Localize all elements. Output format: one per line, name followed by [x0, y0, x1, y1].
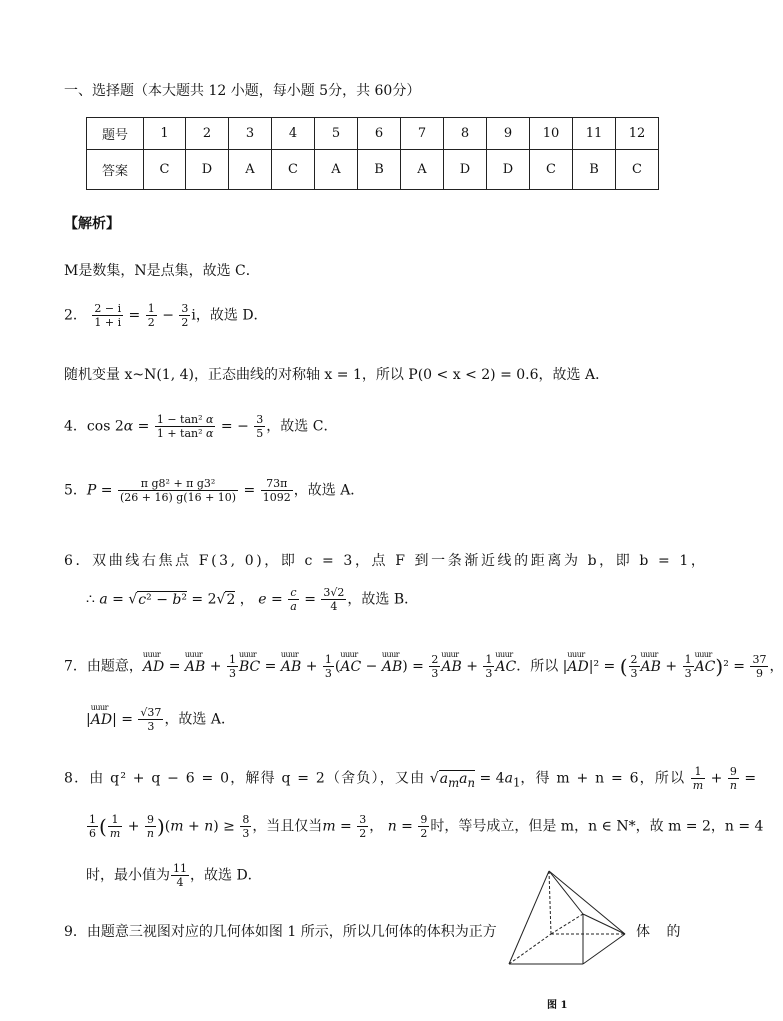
solution-number: 5．: [64, 482, 87, 499]
table-cell: A: [401, 150, 444, 190]
hidden-edge: [549, 871, 551, 934]
table-cell: D: [186, 150, 229, 190]
table-cell: D: [487, 150, 530, 190]
answer-table: [86, 117, 659, 190]
table-cell: A: [229, 150, 272, 190]
figure-caption: 图 1: [547, 1000, 568, 1011]
table-cell: C: [144, 150, 186, 190]
solution-lead: 7．由题意，: [64, 658, 143, 675]
table-cell: 7: [401, 118, 444, 150]
math-fraction: $\frac{3}{5}$: [256, 413, 264, 440]
geometry-figure: [505, 868, 630, 970]
math-fraction: $\frac{√37}{3}$: [140, 706, 162, 733]
table-cell: 8: [444, 118, 487, 150]
solution-5: 5．P = $\frac{\text{π g8² + π g3²}}{(26 + 16) g(16 + 10)}$ = $\frac{73\pi}{1092}$ ，故选 A．: [64, 477, 365, 504]
math-fraction: $\frac{1}{m}$: [692, 765, 704, 792]
solution-9-end: 体 的: [636, 924, 687, 940]
table-cell: 10: [530, 118, 573, 150]
math-fraction: $\frac{73\pi}{1092}$: [262, 477, 291, 504]
solution-mid: ，得 m + n = 6，所以: [520, 770, 686, 787]
table-cell: C: [272, 150, 315, 190]
table-cell: D: [444, 150, 487, 190]
math-fraction: $\frac{3}{2}$: [181, 302, 189, 329]
table-cell: 9: [487, 118, 530, 150]
solution-3: 随机变量 x~N(1, 4)，正态曲线的对称轴 x = 1，所以 P(0 < x < 2) = 0.6，故选 A．: [64, 367, 610, 383]
section-heading: 一、选择题（本大题共 12 小题，每小题 5分，共 60分）: [64, 83, 421, 99]
solution-tail: ，故选 D．: [190, 867, 262, 884]
solution-mid: 时，最小值为: [86, 867, 170, 884]
table-cell: 11: [573, 118, 616, 150]
solution-6-line2: ∴ a = √c² − b² = 2√2 ， e = $\frac{c}{a}$ = $\frac{3√2}{4}$ ，故选 B．: [86, 586, 419, 613]
solution-8-line2: $\frac{1}{6}$ ( $\frac{1}{m}$ + $\frac{9}{n}$ )(m + n) ≥ $\frac{8}{3}$ ，当且仅当m = $\frac{3}{2}$ ， n = $\frac{9}{2}$ 时，等号成立，但是 m，n ∈ N*，故 m = 2，n = 4: [89, 813, 764, 840]
solution-tail: ，故选 A．: [164, 711, 235, 728]
edge: [509, 871, 549, 964]
solution-mid: ．所以: [516, 658, 559, 675]
analysis-heading: 【解析】: [64, 216, 120, 232]
solution-tail: ，故选 D．: [195, 307, 268, 324]
row-label-answer: 答案: [87, 150, 144, 190]
table-cell: 6: [358, 118, 401, 150]
solution-mid: ，当且仅当: [252, 818, 323, 835]
math-fraction: $\frac{9}{n}$: [146, 813, 154, 840]
math-fraction: $\frac{\text{1 − tan² α}}{\text{1 + tan² α}}$: [156, 413, 214, 440]
solution-8-line3: [86, 862, 262, 889]
solution-7-line1: 7．由题意，uuur AD = uuur AB + $\frac{1}{3}$ uuur BC = uuur AB + $\frac{1}{3}$ (uuur AC − uuur AB) = $\frac{2}{3}$ uuur AB + $\frac{1}{3}$ uuur AC．所以 |uuur AD|² = ( $\frac{2}{3}$ uuur AB + $\frac{1}{3}$ uuur AC)² = $\frac{37}{9}$ ，: [64, 653, 783, 680]
row-label-number: 题号: [87, 118, 144, 150]
solution-7-line2: |uuur AD| = $\frac{√37}{3}$ ，故选 A．: [86, 706, 235, 733]
math-fraction: $\frac{9}{2}$: [420, 813, 428, 840]
solution-tail: 时，等号成立，但是 m，n ∈ N*，故 m = 2，n = 4: [430, 818, 764, 835]
math-fraction: $\frac{\text{π g8² + π g3²}}{(26 + 16) g(16 + 10)}$: [119, 477, 237, 504]
table-cell: 12: [616, 118, 659, 150]
solution-8-line1: 8．由 q² + q − 6 = 0，解得 q = 2（舍负），又由 $√a_ma_n = 4a_1$，得 m + n = 6，所以 $\frac{1}{m}$ + $\frac{9}{n}$ =: [64, 765, 757, 792]
hidden-edge: [551, 914, 583, 934]
math-fraction: $\frac{1}{3}$: [684, 653, 692, 680]
math-fraction: $\frac{1}{6}$: [89, 813, 96, 840]
solution-tail: ，故选 C．: [266, 418, 338, 435]
solution-6-line1: 6．双曲线右焦点 F(3, 0)，即 c = 3，点 F 到一条渐近线的距离为 b，即 b = 1，: [64, 553, 708, 569]
solution-lead: 8．由 q² + q − 6 = 0，解得 q = 2（舍负），又由: [64, 770, 426, 787]
math-fraction: $\frac{c}{a}$: [290, 586, 297, 613]
solution-2: 2． $\frac{2 - i}{1 + i}$ = $\frac{1}{2}$ − $\frac{3}{2}$ i，故选 D．: [64, 302, 268, 329]
math-fraction: $\frac{2 - i}{1 + i}$: [94, 302, 122, 329]
solution-4: 4．cos 2α = $\frac{\text{1 − tan² α}}{\text{1 + tan² α}}$ = − $\frac{3}{5}$ ，故选 C．: [64, 413, 338, 440]
math-fraction: $\frac{11}{4}$: [173, 862, 187, 889]
table-cell: 2: [186, 118, 229, 150]
solution-number: 4．: [64, 418, 87, 435]
math-fraction: $\frac{37}{9}$: [752, 653, 767, 680]
table-cell: C: [530, 150, 573, 190]
table-cell: B: [573, 150, 616, 190]
table-cell: A: [315, 150, 358, 190]
math-fraction: $\frac{1}{3}$: [324, 653, 332, 680]
math-fraction: $\frac{2}{3}$: [630, 653, 638, 680]
solution-9: 9．由题意三视图对应的几何体如图 1 所示，所以几何体的体积为正方: [64, 924, 497, 940]
edge: [549, 871, 625, 934]
table-cell: 3: [229, 118, 272, 150]
math-fraction: $\frac{2}{3}$: [431, 653, 439, 680]
table-cell: 5: [315, 118, 358, 150]
table-cell: B: [358, 150, 401, 190]
table-row: [87, 118, 659, 150]
math-fraction: $\frac{1}{m}$: [109, 813, 121, 840]
table-cell: 4: [272, 118, 315, 150]
solution-1: M是数集，N是点集，故选 C．: [64, 263, 260, 279]
math-fraction: $\frac{1}{2}$: [147, 302, 155, 329]
math-fraction: $\frac{3√2}{4}$: [323, 586, 345, 613]
math-fraction: $\frac{8}{3}$: [242, 813, 250, 840]
math-fraction: $\frac{1}{3}$: [228, 653, 236, 680]
math-fraction: $\frac{3}{2}$: [359, 813, 367, 840]
edge: [583, 934, 625, 964]
edge: [549, 871, 583, 914]
solution-tail: ，故选 A．: [293, 482, 365, 499]
math-fraction: $\frac{9}{n}$: [729, 765, 737, 792]
solution-number: 2．: [64, 307, 87, 324]
table-row: [87, 150, 659, 190]
math-fraction: $\frac{1}{3}$: [485, 653, 493, 680]
solution-tail: ，故选 B．: [347, 591, 419, 608]
table-cell: C: [616, 150, 659, 190]
table-cell: 1: [144, 118, 186, 150]
